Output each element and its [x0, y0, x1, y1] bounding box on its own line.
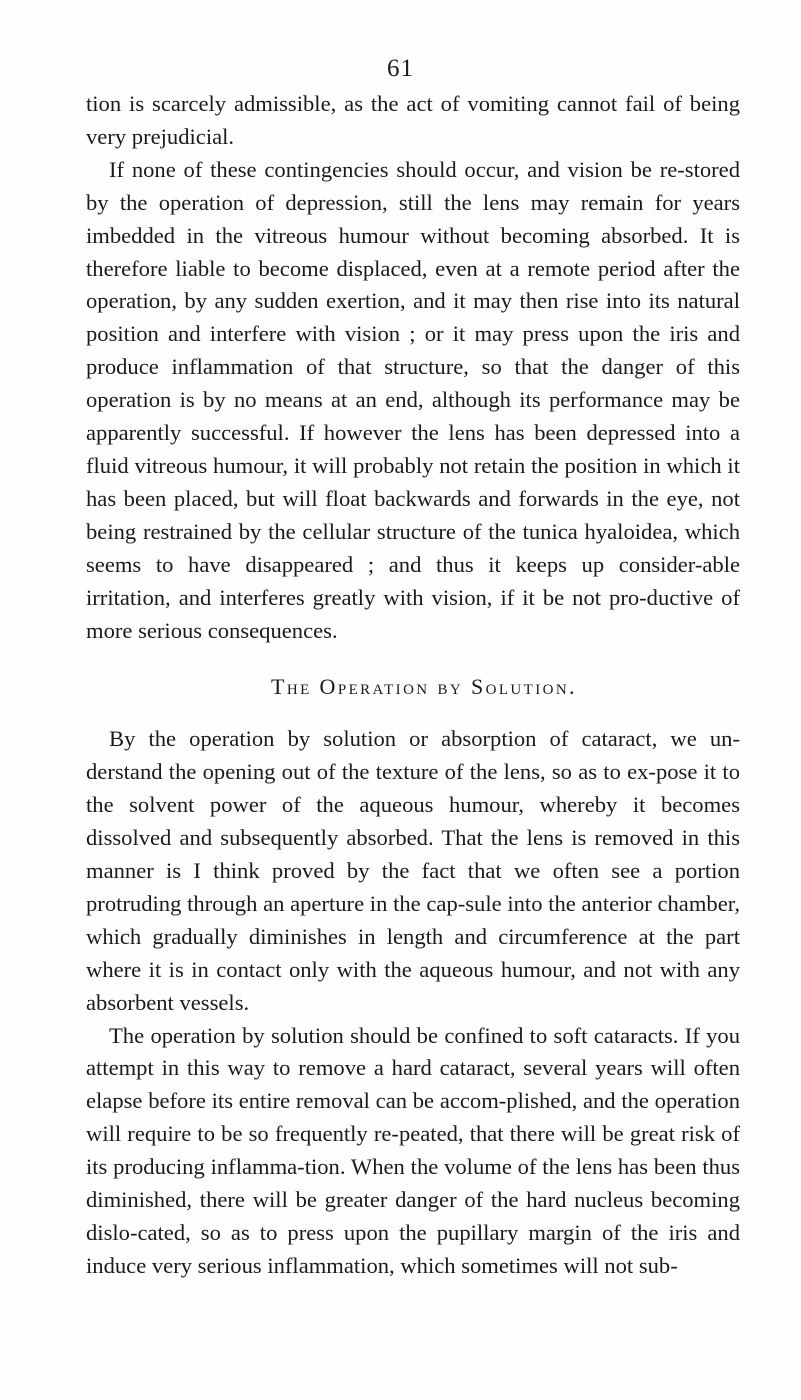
- body-text: [86, 88, 740, 1283]
- paragraph-depression-risks: If none of these contingencies should occur, and vision be re-stored by the operation of depression, still the lens may remain for years imbedded in the vitreous humour without becoming absorbed. It is therefore liable to become displaced, even at a remote period after the operation, by any sudden exertion, and it may then rise into its natural position and interfere with vision ; or it may press upon the iris and produce inflammation of that structure, so that the danger of this operation is by no means at an end, although its performance may be apparently successful. If however the lens has been depressed into a fluid vitreous humour, it will probably not retain the position in which it has been placed, but will float backwards and forwards in the eye, not being restrained by the cellular structure of the tunica hyaloidea, which seems to have disappeared ; and thus it keeps up consider-able irritation, and interferes greatly with vision, if it be not pro-ductive of more serious consequences.: [86, 156, 740, 643]
- section-heading: The Operation by Solution.: [271, 674, 577, 700]
- paragraph-soft-cataracts: The operation by solution should be confined to soft cataracts. If you attempt in this way to remove a hard cataract, several years will often elapse before its entire removal can be accom-plished, and the operation will require to be so frequently re-peated, that there will be great risk of its producing inflamma-tion. When the volume of the lens has been thus diminished, there will be greater danger of the hard nucleus becoming dislo-cated, so as to press upon the pupillary margin of the iris and induce very serious inflammation, which sometimes will not sub-: [86, 1022, 740, 1278]
- paragraph-continued: tion is scarcely admissible, as the act of vomiting cannot fail of being very prejudicial.: [86, 91, 740, 149]
- paragraph-solution-definition: By the operation by solution or absorption of cataract, we un-derstand the opening out of the texture of the lens, so as to ex-pose it to the solvent power of the aqueous humour, whereby it becomes dissolved and subsequently absorbed. That the lens is removed in this manner is I think proved by the fact that we often see a portion protruding through an aperture in the cap-sule into the anterior chamber, which gradually diminishes in length and circumference at the part where it is in contact only with the aqueous humour, and not with any absorbent vessels.: [86, 726, 740, 1015]
- page-number: 61: [387, 55, 414, 82]
